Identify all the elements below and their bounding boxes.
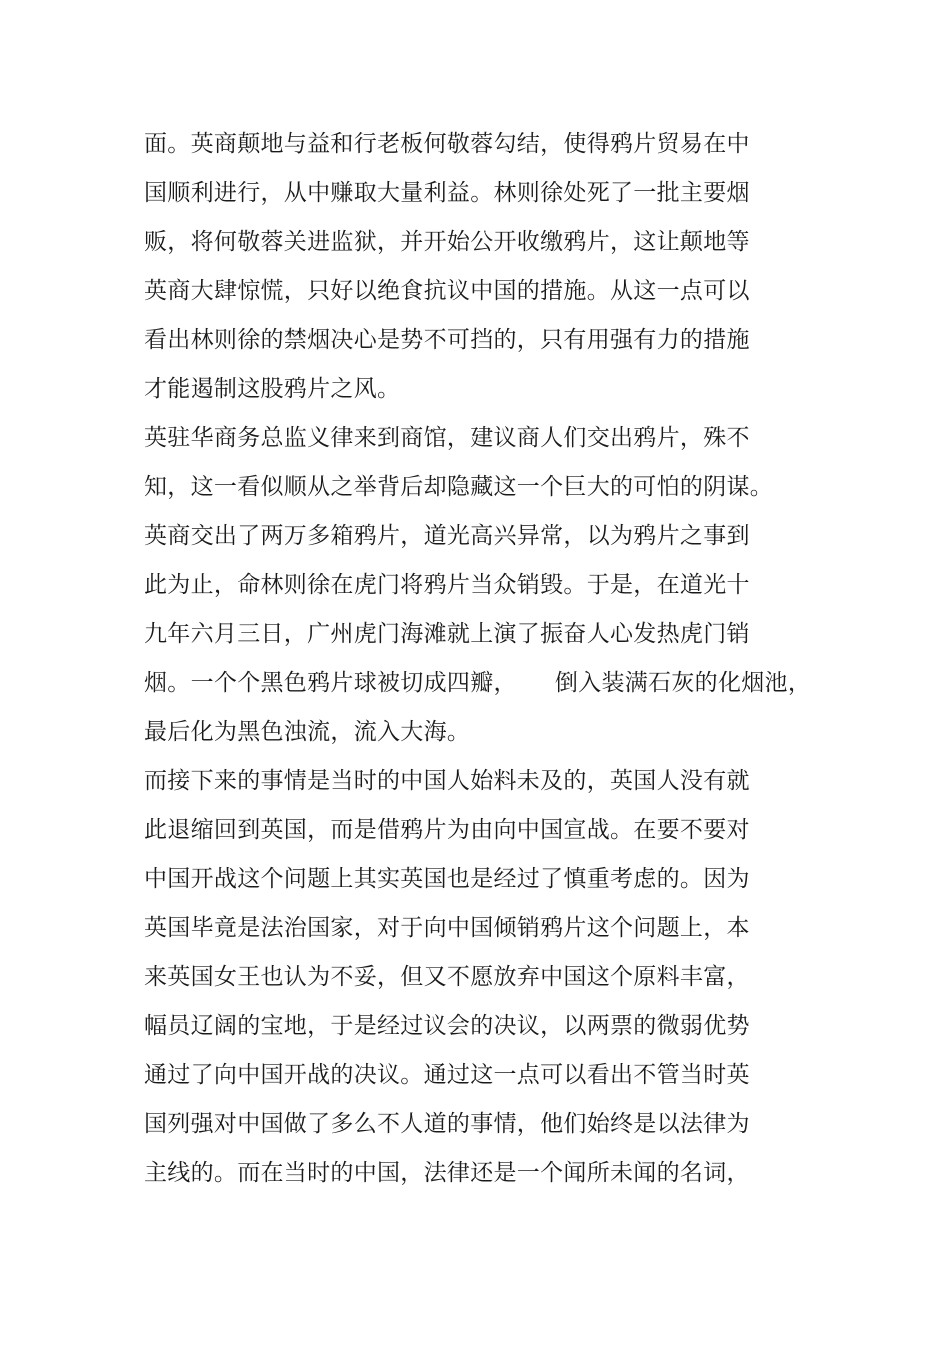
text-line: 看出林则徐的禁烟决心是势不可挡的，只有用强有力的措施 <box>144 327 750 353</box>
text-line: 幅员辽阔的宝地，于是经过议会的决议，以两票的微弱优势 <box>144 1013 750 1039</box>
text-line: 英商交出了两万多箱鸦片，道光高兴异常，以为鸦片之事到 <box>144 523 750 549</box>
text-line: 九年六月三日，广州虎门海滩就上演了振奋人心发热虎门销 <box>144 621 750 647</box>
text-line: 才能遏制这股鸦片之风。 <box>144 376 401 402</box>
text-line: 来英国女王也认为不妥，但又不愿放弃中国这个原料丰富， <box>144 964 750 990</box>
text-line: 而接下来的事情是当时的中国人始料未及的，英国人没有就 <box>144 768 750 794</box>
text-line: 最后化为黑色浊流，流入大海。 <box>144 719 471 745</box>
text-line: 知，这一看似顺从之举背后却隐藏这一个巨大的可怕的阴谋。 <box>144 474 774 500</box>
text-line: 此退缩回到英国，而是借鸦片为由向中国宣战。在要不要对 <box>144 817 750 843</box>
text-line: 通过了向中国开战的决议。通过这一点可以看出不管当时英 <box>144 1062 750 1088</box>
text-line: 英商大肆惊慌，只好以绝食抗议中国的措施。从这一点可以 <box>144 278 750 304</box>
body-text <box>144 120 824 1198</box>
text-line: 此为止，命林则徐在虎门将鸦片当众销毁。于是，在道光十 <box>144 572 750 598</box>
text-line: 英驻华商务总监义律来到商馆，建议商人们交出鸦片，殊不 <box>144 425 750 451</box>
text-line: 中国开战这个问题上其实英国也是经过了慎重考虑的。因为 <box>144 866 750 892</box>
text-line: 国列强对中国做了多么不人道的事情，他们始终是以法律为 <box>144 1111 750 1137</box>
text-line: 贩，将何敬蓉关进监狱，并开始公开收缴鸦片，这让颠地等 <box>144 229 750 255</box>
text-line: 国顺利进行，从中赚取大量利益。林则徐处死了一批主要烟 <box>144 180 750 206</box>
text-line: 主线的。而在当时的中国，法律还是一个闻所未闻的名词， <box>144 1160 750 1186</box>
text-line: 烟。一个个黑色鸦片球被切成四瓣， 倒入装满石灰的化烟池， <box>144 670 812 696</box>
text-line: 面。英商颠地与益和行老板何敬蓉勾结，使得鸦片贸易在中 <box>144 131 750 157</box>
text-line: 英国毕竟是法治国家，对于向中国倾销鸦片这个问题上，本 <box>144 915 750 941</box>
